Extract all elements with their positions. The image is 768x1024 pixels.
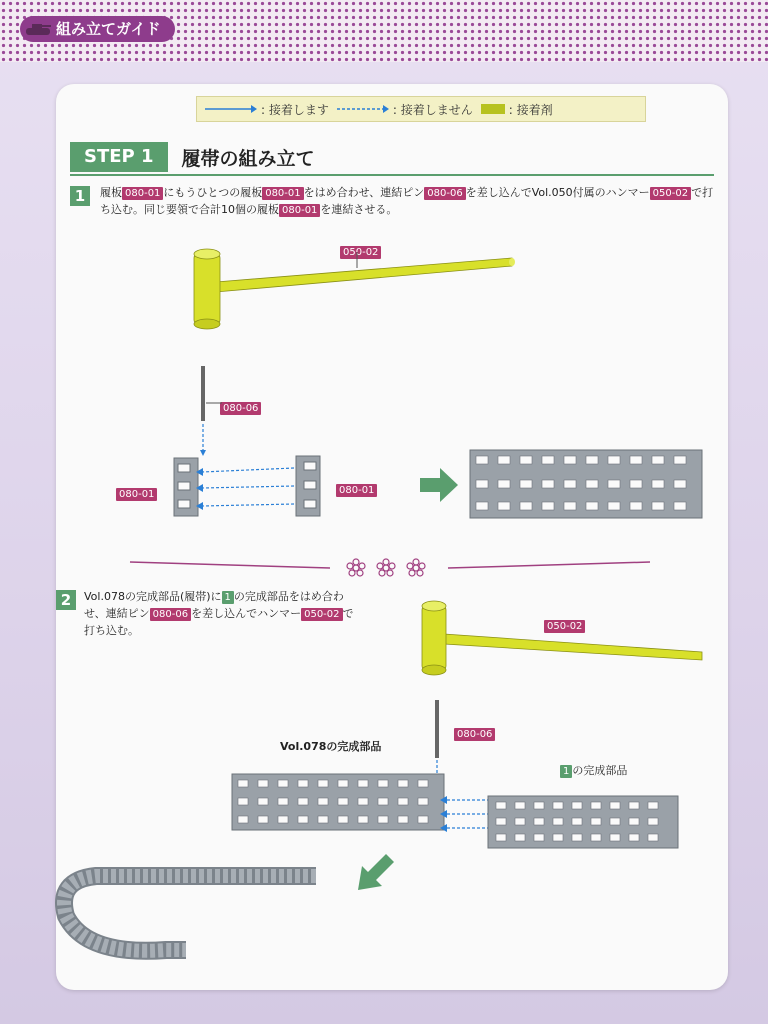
- callout-left-link: [116, 482, 157, 501]
- instr2-part: で打ち込む。: [84, 607, 354, 637]
- track-link-right: [292, 454, 324, 518]
- step-rule: [70, 174, 714, 176]
- section-divider: [130, 554, 650, 584]
- instruction-number-1: 1: [70, 186, 90, 206]
- track-completed-part: [488, 794, 678, 850]
- part-tag: 080-01: [336, 484, 377, 497]
- pin-illustration-1: [198, 366, 208, 456]
- solid-arrow-icon: [205, 104, 257, 114]
- ref-badge: 1: [560, 765, 572, 778]
- instr2-part: を差し込んでハンマー: [191, 607, 302, 620]
- part-tag: 080-01: [122, 187, 163, 200]
- assembled-track-1: [470, 446, 702, 522]
- part-tag: 080-01: [116, 488, 157, 501]
- instr1-part: 履板: [100, 186, 122, 199]
- result-arrow-icon: [420, 468, 458, 502]
- completed-label-text: の完成部品: [572, 764, 628, 777]
- instr2-part: Vol.078の完成部品(履帯)に: [84, 590, 222, 603]
- assembly-arrows-1: [196, 464, 296, 514]
- header-title: 組み立てガイド: [20, 16, 175, 42]
- part-tag: 080-06: [424, 187, 465, 200]
- callout-hammer-1: [340, 240, 381, 259]
- callout-pin-1: [220, 396, 261, 415]
- instr2-part: の完成部品をはめ合わせ、連結ピン: [84, 590, 344, 620]
- part-tag: 080-06: [220, 402, 261, 415]
- step-heading: [70, 142, 315, 172]
- dashed-arrow-icon: [337, 104, 389, 114]
- instruction-page: [56, 84, 728, 990]
- part-tag: 080-01: [279, 204, 320, 217]
- tank-icon: [24, 22, 52, 36]
- leader-line: [356, 252, 358, 268]
- legend-no-glue: [337, 101, 473, 118]
- instr1-part: にもうひとつの履板: [163, 186, 263, 199]
- instr1-part: で打ち込む。同じ要領で合計10個の履板: [100, 186, 714, 216]
- hammer-illustration-2: [418, 600, 708, 680]
- legend-no-glue-label: : 接着しません: [392, 102, 473, 117]
- part-tag: 080-06: [454, 728, 495, 741]
- instruction-number-2: 2: [56, 590, 76, 610]
- adhesive-swatch: [481, 104, 505, 114]
- instruction-2-text: [84, 588, 354, 639]
- legend-adhesive: [481, 101, 553, 118]
- legend-glue-label: : 接着します: [261, 102, 329, 117]
- completed-part-label: [560, 762, 627, 778]
- part-tag: 080-06: [150, 608, 191, 621]
- final-track: [36, 866, 336, 966]
- leader-line: [206, 402, 222, 404]
- instr1-part: をはめ合わせ、連結ピン: [303, 186, 425, 199]
- instruction-1-text: [100, 184, 720, 218]
- part-tag: 080-01: [262, 187, 303, 200]
- part-tag: 050-02: [650, 187, 691, 200]
- callout-right-link: [336, 478, 377, 497]
- part-tag: 050-02: [544, 620, 585, 633]
- result-arrow-diagonal-icon: [358, 854, 394, 890]
- instr1-part: を差し込んでVol.050付属のハンマー: [465, 186, 650, 199]
- callout-pin-2: [454, 722, 495, 741]
- instr1-part: を連結させる。: [320, 203, 398, 216]
- assembly-arrows-2: [440, 794, 492, 834]
- track-vol078: [232, 772, 444, 832]
- step-badge: STEP 1: [70, 142, 168, 172]
- legend-adhesive-label: : 接着剤: [508, 102, 553, 117]
- legend: [196, 96, 646, 122]
- part-tag: 050-02: [340, 246, 381, 259]
- part-tag: 050-02: [301, 608, 342, 621]
- step-title: 履帯の組み立て: [181, 147, 315, 170]
- vol078-label: Vol.078の完成部品: [280, 740, 382, 753]
- callout-hammer-2: [544, 614, 585, 633]
- ref-badge: 1: [222, 591, 234, 604]
- legend-glue: [205, 101, 329, 118]
